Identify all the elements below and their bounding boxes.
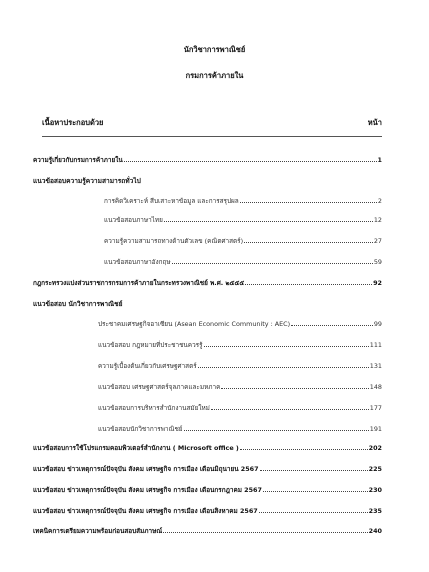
toc-entry-page: 92 [373, 279, 382, 287]
dot-leader [221, 383, 368, 389]
section-heading: แนวข้อสอบความรู้ความสามารถทั่วไป [33, 177, 141, 185]
toc-entry-text: แนวข้อสอบ กฎหมายที่ประชาชนควรรู้ [98, 341, 203, 349]
toc-entry-text: แนวข้อสอบ ข่าวเหตุการณ์ปัจจุบัน สังคม เศรษฐกิจ การเมือง เดือนสิงหาคม 2567 [33, 507, 258, 515]
dot-leader [263, 486, 368, 492]
dot-leader [124, 156, 377, 162]
toc-entry-text: แนวข้อสอบการใช้โปรแกรมคอมพิวเตอร์สำนักงาน ( Microsoft office ) [33, 444, 239, 452]
dot-leader [204, 341, 369, 347]
toc-entry-text: เทคนิคการเตรียมความพร้อมก่อนสอบสัมภาษณ์ [33, 527, 163, 535]
dot-leader [260, 465, 368, 471]
toc-entry-text: แนวข้อสอบ เศรษฐศาสตร์จุลภาคและมหภาค [98, 383, 221, 391]
toc-entry [104, 237, 382, 245]
toc-entry-text: แนวข้อสอบ ข่าวเหตุการณ์ปัจจุบัน สังคม เศรษฐกิจ การเมือง เดือนกรกฎาคม 2567 [33, 486, 262, 494]
dot-leader [259, 507, 368, 513]
dot-leader [163, 527, 367, 533]
toc-entry [104, 216, 382, 224]
toc-entry-page: 230 [368, 486, 382, 494]
toc-entry-text: ประชาคมเศรษฐกิจอาเซียน (Asean Economic Community : AEC) [98, 320, 291, 328]
toc-entry [98, 404, 382, 412]
toc-entry [98, 320, 382, 328]
toc-entry-page: 202 [368, 444, 382, 452]
toc-entry-text: แนวข้อสอบ ข่าวเหตุการณ์ปัจจุบัน สังคม เศรษฐกิจ การเมือง เดือนมิถุนายน 2567 [33, 465, 259, 473]
toc-entry-page: 59 [373, 258, 382, 266]
toc-entry-text: แนวข้อสอบภาษาอังกฤษ [104, 258, 171, 266]
dot-leader [198, 362, 369, 368]
toc-entry-page: 12 [373, 216, 382, 224]
contents-label: เนื้อหาประกอบด้วย [42, 118, 104, 127]
toc-entry [98, 362, 382, 370]
toc-entry-page: 177 [369, 404, 382, 412]
toc-entry [33, 486, 382, 494]
document-title: นักวิชาการพาณิชย์ [183, 45, 246, 54]
toc-entry [98, 383, 382, 391]
toc-entry-text: แนวข้อสอบนักวิชาการพาณิชย์ [98, 425, 183, 433]
toc-entry-text: แนวข้อสอบภาษาไทย [104, 216, 163, 224]
section-heading: แนวข้อสอบ นักวิชาการพาณิชย์ [33, 300, 123, 308]
dot-leader [245, 279, 372, 285]
dot-leader [184, 425, 369, 431]
dot-leader [240, 197, 377, 203]
toc-entry [33, 444, 382, 452]
toc-entry-page: 148 [369, 383, 382, 391]
dot-leader [291, 320, 373, 326]
toc-entry-page: 2 [377, 197, 382, 205]
toc-entry-text: แนวข้อสอบการบริหารสำนักงานสมัยใหม่ [98, 404, 210, 412]
toc-entry [33, 507, 382, 515]
page-column-label: หน้า [367, 118, 382, 127]
toc-entry [98, 425, 382, 433]
toc-entry-text: ความรู้ความสามารถทางด้านตัวเลข (คณิตศาสตร์) [104, 237, 244, 245]
toc-entry-page: 235 [368, 507, 382, 515]
toc-entry-page: 131 [369, 362, 382, 370]
toc-entry-page: 1 [377, 156, 382, 164]
toc-entry [33, 527, 382, 535]
toc-entry [33, 279, 382, 287]
dot-leader [240, 444, 368, 450]
toc-entry [104, 197, 382, 205]
toc-entry-page: 191 [369, 425, 382, 433]
toc-entry-text: การคิดวิเคราะห์ สืบเสาะหาข้อมูล และการสรุปผล [104, 197, 239, 205]
toc-entry [104, 258, 382, 266]
document-subtitle: กรมการค้าภายใน [185, 71, 244, 80]
toc-entry-page: 225 [368, 465, 382, 473]
toc-entry-page: 240 [368, 527, 382, 535]
toc-entry-page: 27 [373, 237, 382, 245]
toc-entry-text: กฎกระทรวงแบ่งส่วนราชการกรมการค้าภายในกระทรวงพาณิชย์ พ.ศ. ๒๕๕๕ [33, 279, 245, 287]
dot-leader [244, 237, 373, 243]
toc-entry-text: ความรู้เบื้องต้นเกี่ยวกับเศรษฐศาสตร์ [98, 362, 197, 370]
dot-leader [211, 404, 369, 410]
toc-entry [98, 341, 382, 349]
toc-entry [33, 156, 382, 164]
toc-entry-page: 111 [369, 341, 382, 349]
dot-leader [172, 258, 373, 264]
dot-leader [164, 216, 373, 222]
toc-entry-text: ความรู้เกี่ยวกับกรมการค้าภายใน [33, 156, 123, 164]
toc-entry-page: 99 [373, 320, 382, 328]
toc-entry [33, 465, 382, 473]
